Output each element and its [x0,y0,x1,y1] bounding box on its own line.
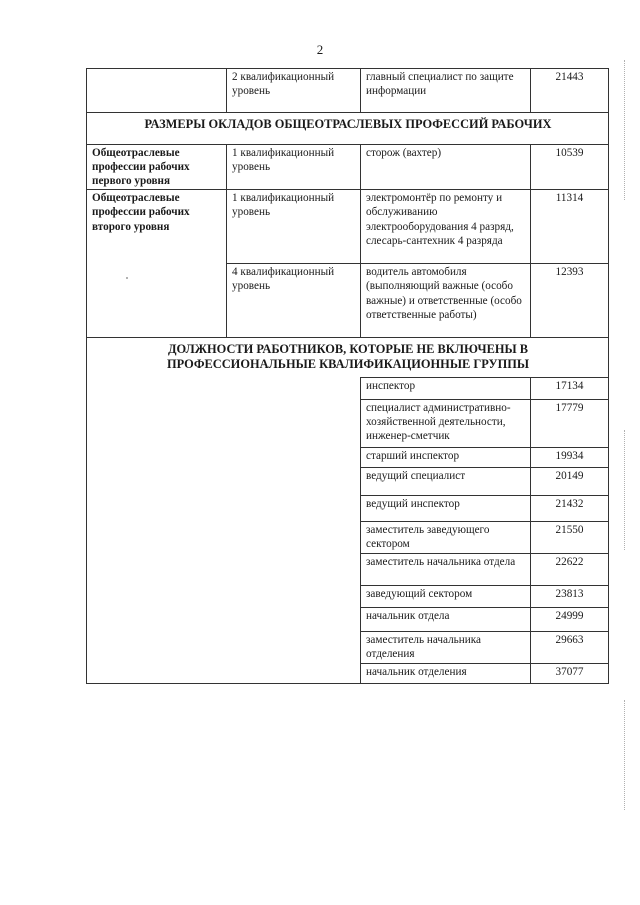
salary-cell: 37077 [531,663,609,683]
empty-group-cell [87,377,361,683]
salary-cell: 23813 [531,585,609,607]
position-cell: заместитель начальника отдела [361,553,531,585]
salary-cell: 17779 [531,399,609,447]
page-number: 2 [316,42,324,57]
position-cell: начальник отделения [361,663,531,683]
position-cell: ведущий инспектор [361,495,531,521]
salary-cell: 21443 [531,69,609,113]
table-row [87,69,609,113]
position-cell: начальник отдела [361,607,531,631]
level-cell: 4 квалификационный уровень [227,264,361,338]
position-cell: инспектор [361,377,531,399]
table-row [87,377,609,399]
position-cell: сторож (вахтер) [361,145,531,190]
table-row [87,145,609,190]
position-cell: заместитель заведующего сектором [361,521,531,553]
group-cell [87,69,227,113]
level-cell: 1 квалификационный уровень [227,145,361,190]
section-heading: ДОЛЖНОСТИ РАБОТНИКОВ, КОТОРЫЕ НЕ ВКЛЮЧЕНЫ В ПРОФЕССИОНАЛЬНЫЕ КВАЛИФИКАЦИОННЫЕ ГРУППЫ [87,338,609,377]
level-cell: 2 квалификационный уровень [227,69,361,113]
table-row [87,190,609,264]
salary-cell: 12393 [531,264,609,338]
scan-edge-mark [624,700,626,810]
position-cell: заведующий сектором [361,585,531,607]
scan-edge-mark [624,430,626,550]
salary-table [86,68,609,684]
position-cell: главный специалист по защите информации [361,69,531,113]
salary-cell: 29663 [531,631,609,663]
salary-cell: 17134 [531,377,609,399]
section-heading-row [87,338,609,377]
salary-cell: 21550 [531,521,609,553]
position-cell: водитель автомобиля (выполняющий важные (особо важные) и ответственные (особо ответственные работы) [361,264,531,338]
position-cell: электромонтёр по ремонту и обслуживанию электрооборудования 4 разряд, слесарь-сантехник 4 разряда [361,190,531,264]
position-cell: заместитель начальника отделения [361,631,531,663]
salary-cell: 21432 [531,495,609,521]
position-cell: ведущий специалист [361,467,531,495]
salary-cell: 20149 [531,467,609,495]
salary-cell: 22622 [531,553,609,585]
position-cell: старший инспектор [361,447,531,467]
salary-cell: 11314 [531,190,609,264]
group-cell: Общеотраслевые профессии рабочих второго уровня [87,190,227,338]
position-cell: специалист административно-хозяйственной деятельности, инженер-сметчик [361,399,531,447]
section-heading: РАЗМЕРЫ ОКЛАДОВ ОБЩЕОТРАСЛЕВЫХ ПРОФЕССИЙ РАБОЧИХ [87,113,609,145]
level-cell: 1 квалификационный уровень [227,190,361,264]
scan-edge-mark [624,60,626,200]
section-heading-row [87,113,609,145]
salary-cell: 19934 [531,447,609,467]
salary-cell: 24999 [531,607,609,631]
salary-cell: 10539 [531,145,609,190]
scan-speck [126,277,128,279]
group-cell: Общеотраслевые профессии рабочих первого уровня [87,145,227,190]
